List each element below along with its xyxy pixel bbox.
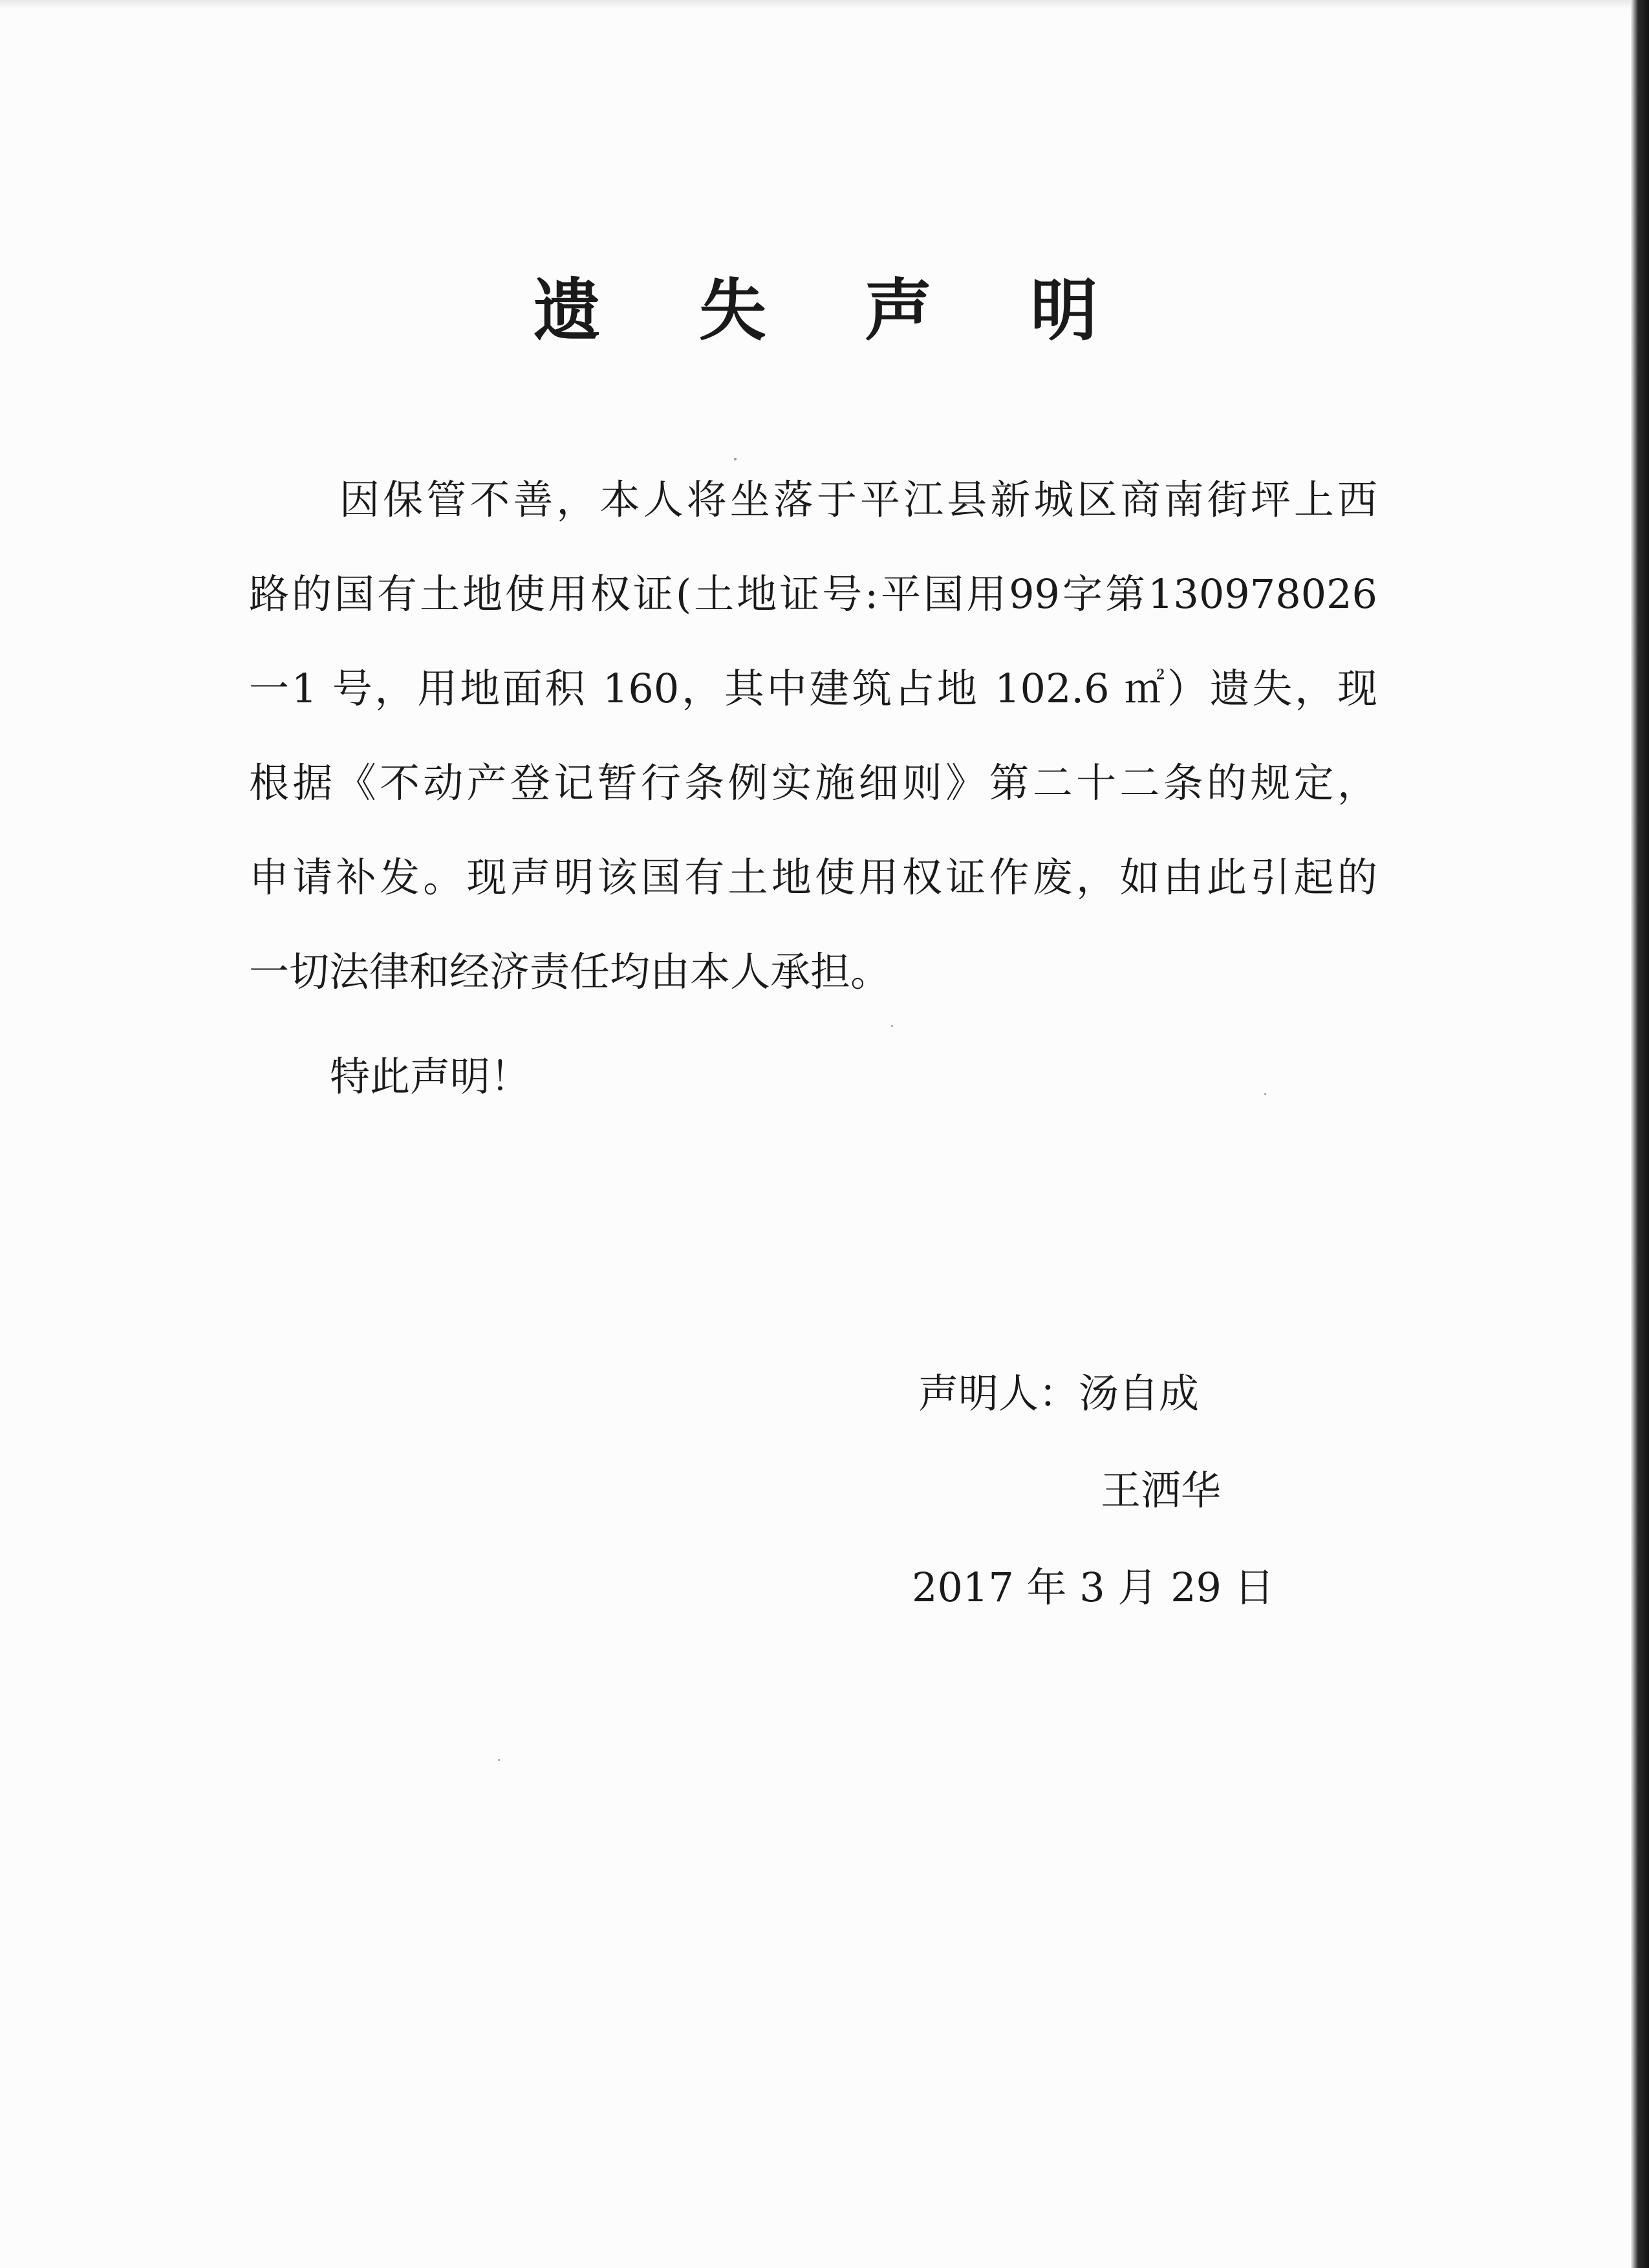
body-line: 因保管不善，本人将坐落于平江县新城区商南街坪上西	[339, 476, 1377, 523]
body-line: 一1 号，用地面积 160，其中建筑占地 102.6 ㎡）遗失，现	[249, 665, 1377, 712]
scan-speck	[1264, 1093, 1266, 1095]
body-line: 申请补发。现声明该国有土地使用权证作废，如由此引起的	[249, 854, 1377, 901]
body-line: 根据《不动产登记暂行条例实施细则》第二十二条的规定，	[249, 759, 1377, 806]
declaration-body	[249, 453, 1377, 1019]
scan-top-shadow	[0, 0, 1631, 9]
declarant-name: 声明人：汤自成	[918, 1370, 1200, 1417]
document-title: 遗 失 声 明	[533, 271, 1136, 350]
body-line: 一切法律和经济责任均由本人承担。	[249, 948, 891, 995]
body-line: 路的国有土地使用权证(土地证号:平国用99字第130978026	[249, 570, 1377, 618]
closing-statement: 特此声明！	[330, 1053, 531, 1100]
scan-speck	[734, 458, 737, 460]
scan-speck	[498, 1759, 500, 1761]
declaration-date: 2017 年 3 月 29 日	[912, 1564, 1275, 1611]
scan-speck	[891, 1025, 893, 1027]
signature-block	[912, 1345, 1306, 1636]
declarant-second-name: 王洒华	[1101, 1467, 1222, 1514]
